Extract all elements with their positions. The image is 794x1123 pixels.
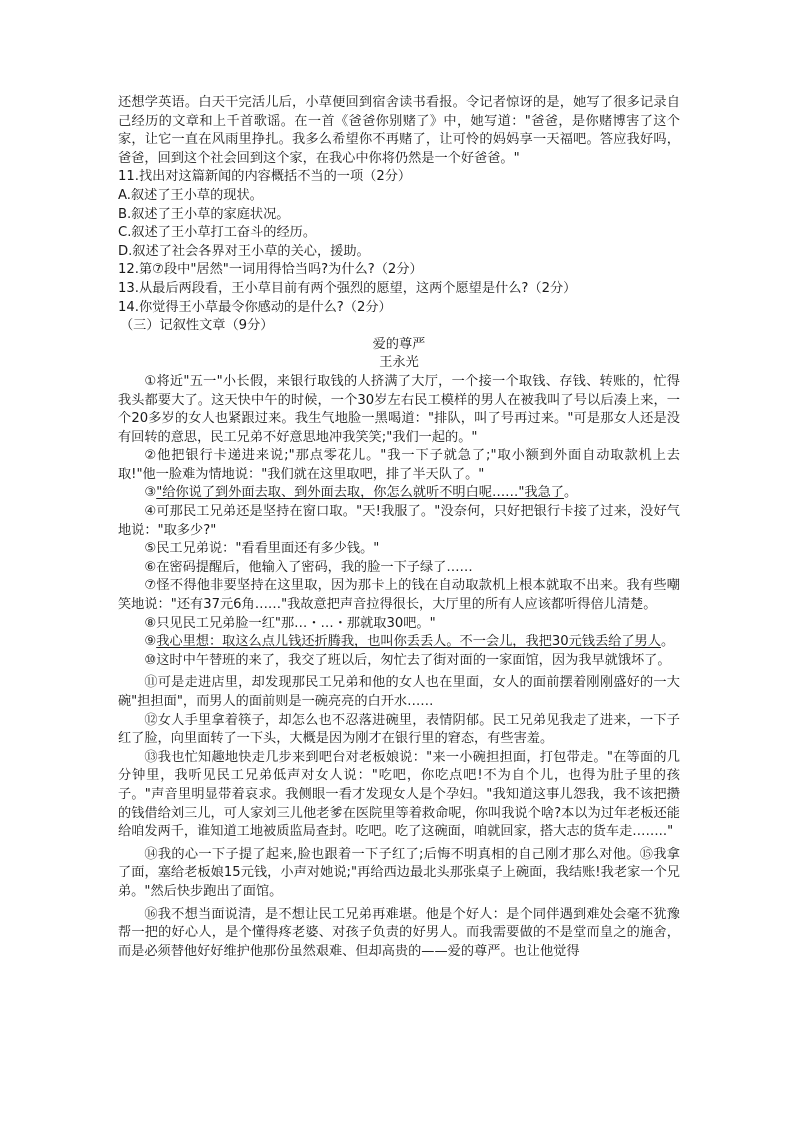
paragraph-3-number: ③ bbox=[144, 485, 157, 501]
paragraph-9 bbox=[118, 633, 680, 652]
paragraph-3-underlined: "给你说了到外面去取、到外面去取，你怎么就听不明白呢……"我急了 bbox=[156, 485, 564, 501]
paragraph-13: ⑬我也忙知趣地快走几步来到吧台对老板娘说："来一小碗担担面，打包带走。"在等面的几分钟里，我听见民工兄弟低声对女人说："吃吧，你吃点吧!不为自个儿，也得为肚子里的孩子。"声音里明显带着哀求。我侧眼一看才发现女人是个孕妇。"我知道这事儿怨我，我不该把攒的钱借给刘三儿，可人家刘三儿他老爹在医院里等着救命呢，你叫我说个啥?本以为过年老板还能给咱发两千，谁知道工地被质监局查封。吃吧。吃了这碗面，咱就回家，搭大志的货车走…….." bbox=[118, 749, 680, 840]
option-d: D.叙述了社会各界对王小草的关心，援助。 bbox=[118, 243, 370, 259]
option-a: A.叙述了王小草的现状。 bbox=[118, 187, 263, 203]
paragraph-14: ⑭我的心一下子提了起来,脸也跟着一下子红了;后悔不明真相的自己刚才那么对他。⑮我拿了面，塞给老板娘15元钱，小声对她说;"再给西边最北头那张桌子上碗面，我结账!我老家一个兄弟。"然后快步跑出了面馆。 bbox=[118, 846, 680, 899]
paragraph-9-underlined: 我心里想：取这么点儿钱还折腾我，也叫你丢丢人。不一会儿，我把30元钱丢给了男人 bbox=[156, 634, 661, 650]
option-b: B.叙述了王小草的家庭状况。 bbox=[118, 206, 290, 222]
paragraph-3-end: 。 bbox=[563, 485, 578, 501]
paragraph-1: ①将近"五一"小长假，来银行取钱的人挤满了大厅，一个接一个取钱、存钱、转账的，忙得我头都要大了。这天快中午的时候，一个30岁左右民工模样的男人在被我叫了号以后凑上来，一个20多岁的女人也紧跟过来。我生气地脸一黑喝道："排队，叫了号再过来。"可是那女人还是没有回转的意思，民工兄弟不好意思地冲我笑笑;"我们一起的。" bbox=[118, 373, 680, 445]
paragraph-10: ⑩这时中午替班的来了，我交了班以后，匆忙去了街对面的一家面馆，因为我早就饿坏了。 bbox=[144, 652, 671, 668]
paragraph-6: ⑥在密码提醒后，他输入了密码，我的脸一下子绿了…… bbox=[144, 559, 473, 575]
paragraph-9-number: ⑨ bbox=[144, 634, 157, 650]
article-title: 爱的尊严 bbox=[372, 336, 426, 352]
question-13: 13.从最后两段看，王小草目前有两个强烈的愿望，这两个愿望是什么?（2分） bbox=[118, 280, 577, 296]
option-c: C.叙述了王小草打工奋斗的经历。 bbox=[118, 225, 317, 241]
question-14: 14.你觉得王小草最令你感动的是什么?（2分） bbox=[118, 299, 392, 315]
paragraph-12: ⑫女人手里拿着筷子，却怎么也不忍落进碗里，表情阴郁。民工兄弟见我走了进来，一下子红了脸，向里面转了一下头，大概是因为刚才在银行里的窘态，有些害羞。 bbox=[118, 712, 680, 747]
paragraph-7: ⑦怪不得他非要坚持在这里取，因为那卡上的钱在自动取款机上根本就取不出来。我有些嘲笑地说："还有37元6角……"我故意把声音拉得很长，大厅里的所有人应该都听得倍儿清楚。 bbox=[118, 578, 680, 613]
paragraph-3 bbox=[118, 484, 680, 503]
paragraph-5: ⑤民工兄弟说："看看里面还有多少钱。" bbox=[144, 541, 380, 557]
section-heading: （三）记叙性文章（9分） bbox=[120, 318, 274, 334]
paragraph-16: ⑯我不想当面说清，是不想让民工兄弟再难堪。他是个好人：是个同伴遇到难处会毫不犹豫帮一把的好心人，是个懂得疼老婆、对孩子负责的好男人。而我需要做的不是堂而皇之的施舍，而是必须替他好好维护他那份虽然艰难、但却高贵的——爱的尊严。也让他觉得 bbox=[118, 906, 680, 959]
question-11: 11.找出对这篇新闻的内容概括不当的一项（2分） bbox=[118, 169, 412, 185]
document-page bbox=[118, 94, 680, 961]
paragraph-9-end: 。 bbox=[660, 634, 675, 650]
article-author: 王永光 bbox=[379, 355, 419, 371]
intro-paragraph: 还想学英语。白天干完活儿后，小草便回到宿舍读书看报。令记者惊讶的是，她写了很多记录自己经历的文章和上千首歌谣。在一首《爸爸你别赌了》中，她写道："爸爸，是你赌博害了这个家，让它一直在风雨里挣扎。我多么希望你不再赌了，让可怜的妈妈享一天福吧。答应我好吗，爸爸，回到这个社会回到这个家，在我心中你将仍然是一个好爸爸。" bbox=[118, 95, 680, 166]
question-12: 12.第⑦段中"居然"一词用得恰当吗?为什么?（2分） bbox=[118, 262, 423, 278]
paragraph-11: ⑪可是走进店里，却发现那民工兄弟和他的女人也在里面，女人的面前摆着刚刚盛好的一大碗"担担面"，而男人的面前则是一碗亮亮的白开水…… bbox=[118, 675, 680, 709]
paragraph-4: ④可那民工兄弟还是坚持在窗口取。"天!我服了。"没奈何，只好把银行卡接了过来，没好气地说："取多少?" bbox=[118, 504, 680, 538]
paragraph-8: ⑧只见民工兄弟脸一红"那…・…・那就取30吧。" bbox=[144, 615, 436, 631]
paragraph-2: ②他把银行卡递进来说;"那点零花儿。"我一下子就急了;"取小额到外面自动取款机上去取!"他一脸难为情地说："我们就在这里取吧，排了半天队了。" bbox=[118, 448, 680, 482]
